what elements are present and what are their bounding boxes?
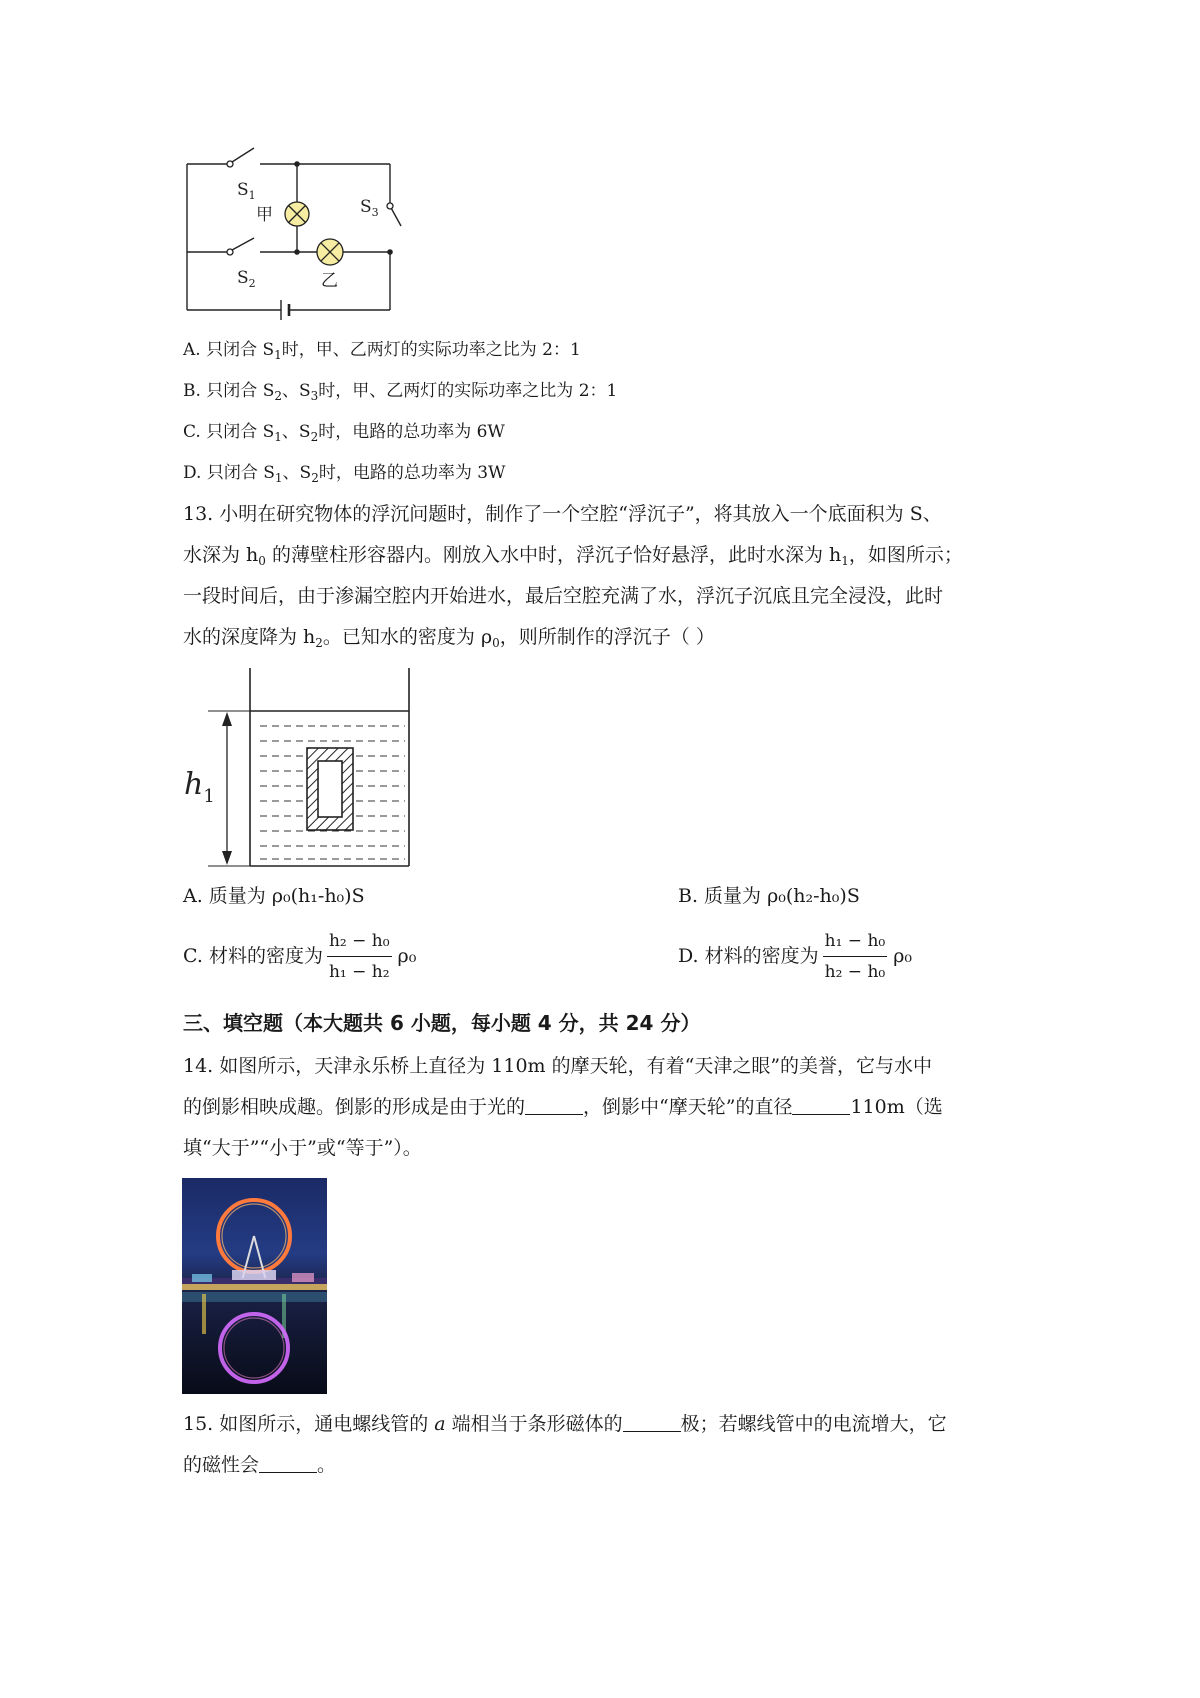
q12-option-d: D. 只闭合 $S_1$、$S_2$时，电路的总功率为 3W [183, 463, 506, 485]
svg-text:S2 [237, 268, 256, 290]
q15-line-1: 15. 如图所示，通电螺线管的 a 端相当于条形磁体的 极；若螺线管中的电流增大，它 [183, 1413, 947, 1435]
q14-blank-2[interactable] [792, 1096, 850, 1115]
s3-sub: 3 [371, 206, 379, 219]
s2-label: S [237, 268, 249, 288]
s2-contact [227, 249, 233, 255]
q13-option-d: D. 材料的密度为 $\frac{\text{h₁ − h₀}}{\text{h₂ − h₀}}$ ρ₀ [678, 930, 913, 982]
lamp-yi-icon [317, 239, 343, 265]
q13-line-2: 水深为 $h_0$ 的薄壁柱形容器内。刚放入水中时，浮沉子恰好悬浮，此时水深为 $h_1$，如图所示； [183, 544, 963, 568]
section-3-heading: 三、填空题（本大题共 6 小题，每小题 4 分，共 24 分） [183, 1011, 701, 1035]
lamp-yi-label: 乙 [321, 271, 338, 291]
lamp-jia-icon [285, 202, 309, 226]
svg-text:S3 [360, 197, 379, 219]
q13-option-c-fraction: $\frac{\text{h₂ − h₀}}{\text{h₁ − h₂}}$ [328, 930, 390, 982]
svg-text:S1 [237, 180, 256, 202]
q13-line-4: 水的深度降为 $h_2$。已知水的密度为 $\rho_0$，则所制作的浮沉子（ ） [183, 626, 715, 650]
q12-option-c: C. 只闭合 $S_1$、$S_2$时，电路的总功率为 6W [183, 422, 505, 444]
q13-line-3: 一段时间后，由于渗漏空腔内开始进水，最后空腔充满了水，浮沉子沉底且完全浸没，此时 [183, 585, 944, 607]
svg-text:h1 [184, 767, 215, 807]
ferris-wheel-photo [182, 1178, 327, 1394]
q13-line-1: 13. 小明在研究物体的浮沉问题时，制作了一个空腔“浮沉子”，将其放入一个底面积为 S、 [183, 503, 942, 525]
q13-option-c: C. 材料的密度为 $\frac{\text{h₂ − h₀}}{\text{h₁ − h₂}}$ ρ₀ [183, 930, 417, 982]
q13-option-d-fraction: $\frac{\text{h₁ − h₀}}{\text{h₂ − h₀}}$ [824, 930, 886, 982]
s1-label: S [237, 180, 249, 200]
q15-blank-2[interactable] [259, 1454, 317, 1473]
q12-option-b: B. 只闭合 $S_2$、$S_3$时，甲、乙两灯的实际功率之比为 2：1 [183, 381, 618, 403]
h1-sub: 1 [203, 786, 215, 807]
q13-option-b: B. 质量为 ρ₀(h₂-h₀)S [678, 885, 860, 907]
q15-blank-1[interactable] [623, 1413, 681, 1432]
q12-option-a: A. 只闭合 $S_1$时，甲、乙两灯的实际功率之比为 2：1 [183, 340, 581, 362]
float-object-icon [307, 748, 353, 830]
q14-blank-1[interactable] [525, 1096, 583, 1115]
s1-contact [227, 161, 233, 167]
s3-contact [387, 203, 393, 209]
circuit-diagram [180, 140, 420, 330]
s3-label: S [360, 197, 372, 217]
q15-line-2: 的磁性会 。 [183, 1454, 337, 1476]
lamp-jia-label: 甲 [256, 205, 273, 225]
q13-option-a: A. 质量为 ρ₀(h₁-h₀)S [183, 885, 365, 907]
q14-line-3: 填“大于”“小于”或“等于”）。 [183, 1137, 422, 1159]
h1-label: h [184, 767, 204, 802]
s2-sub: 2 [248, 277, 256, 290]
s1-sub: 1 [248, 189, 256, 202]
container-diagram [180, 668, 420, 868]
q14-line-1: 14. 如图所示，天津永乐桥上直径为 110m 的摩天轮，有着“天津之眼”的美誉，它与水中 [183, 1055, 933, 1077]
q14-line-2: 的倒影相映成趣。倒影的形成是由于光的 ，倒影中“摩天轮”的直径 110m（选 [183, 1096, 943, 1118]
